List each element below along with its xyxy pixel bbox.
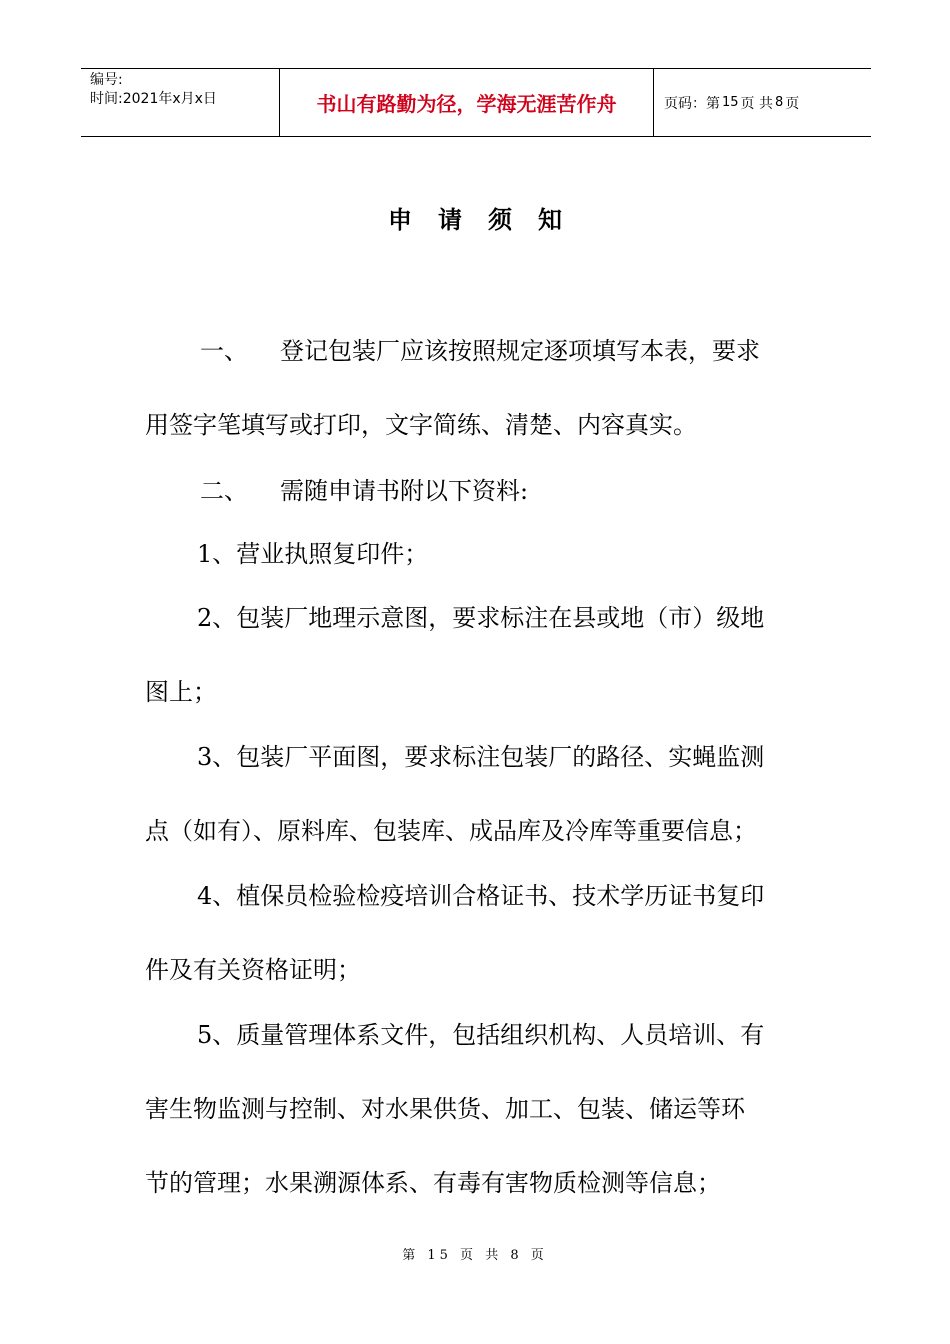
header-meta-cell: [81, 69, 280, 136]
paragraph-2-text: 需随申请书附以下资料:: [280, 477, 529, 505]
header-motto: 书山有路勤为径，学海无涯苦作舟: [280, 69, 654, 136]
item-5-line-1: 5、质量管理体系文件，包括组织机构、人员培训、有: [197, 1021, 765, 1049]
item-3-line-1: 3、包装厂平面图，要求标注包装厂的路径、实蝇监测: [197, 743, 765, 771]
time-label: 时间:2021年x月x日: [90, 91, 217, 107]
item-2-line-2: 图上；: [145, 678, 217, 706]
paragraph-1-number: 一、: [200, 337, 248, 365]
page-suffix: 页: [785, 95, 800, 112]
page-prefix: 页码：第: [664, 95, 720, 112]
document-title: 申请须知: [388, 205, 588, 234]
paragraph-2-line-1: [200, 474, 528, 508]
paragraph-1-line-2: 用签字笔填写或打印，文字简练、清楚、内容真实。: [145, 411, 697, 439]
item-1: 1、营业执照复印件；: [197, 540, 429, 568]
serial-label: 编号:: [90, 72, 123, 88]
header-page-info: [654, 69, 871, 136]
item-5-line-3: 节的管理；水果溯源体系、有毒有害物质检测等信息；: [145, 1169, 721, 1197]
item-4-line-2: 件及有关资格证明；: [145, 956, 361, 984]
item-5-line-2: 害生物监测与控制、对水果供货、加工、包装、储运等环: [145, 1095, 745, 1123]
page-total: 8: [775, 95, 784, 110]
paragraph-1-text: 登记包装厂应该按照规定逐项填写本表，要求: [280, 337, 760, 365]
page-mid: 页 共: [740, 95, 773, 112]
item-3-line-2: 点（如有）、原料库、包装库、成品库及冷库等重要信息；: [145, 817, 757, 845]
page-current: 15: [722, 95, 739, 110]
page-footer: 第 15 页 共 8 页: [402, 1248, 548, 1263]
paragraph-1-line-1: [200, 334, 760, 368]
item-2-line-1: 2、包装厂地理示意图，要求标注在县或地（市）级地: [197, 604, 765, 632]
paragraph-2-number: 二、: [200, 477, 248, 505]
page-header: [81, 68, 871, 137]
item-4-line-1: 4、植保员检验检疫培训合格证书、技术学历证书复印: [197, 882, 765, 910]
